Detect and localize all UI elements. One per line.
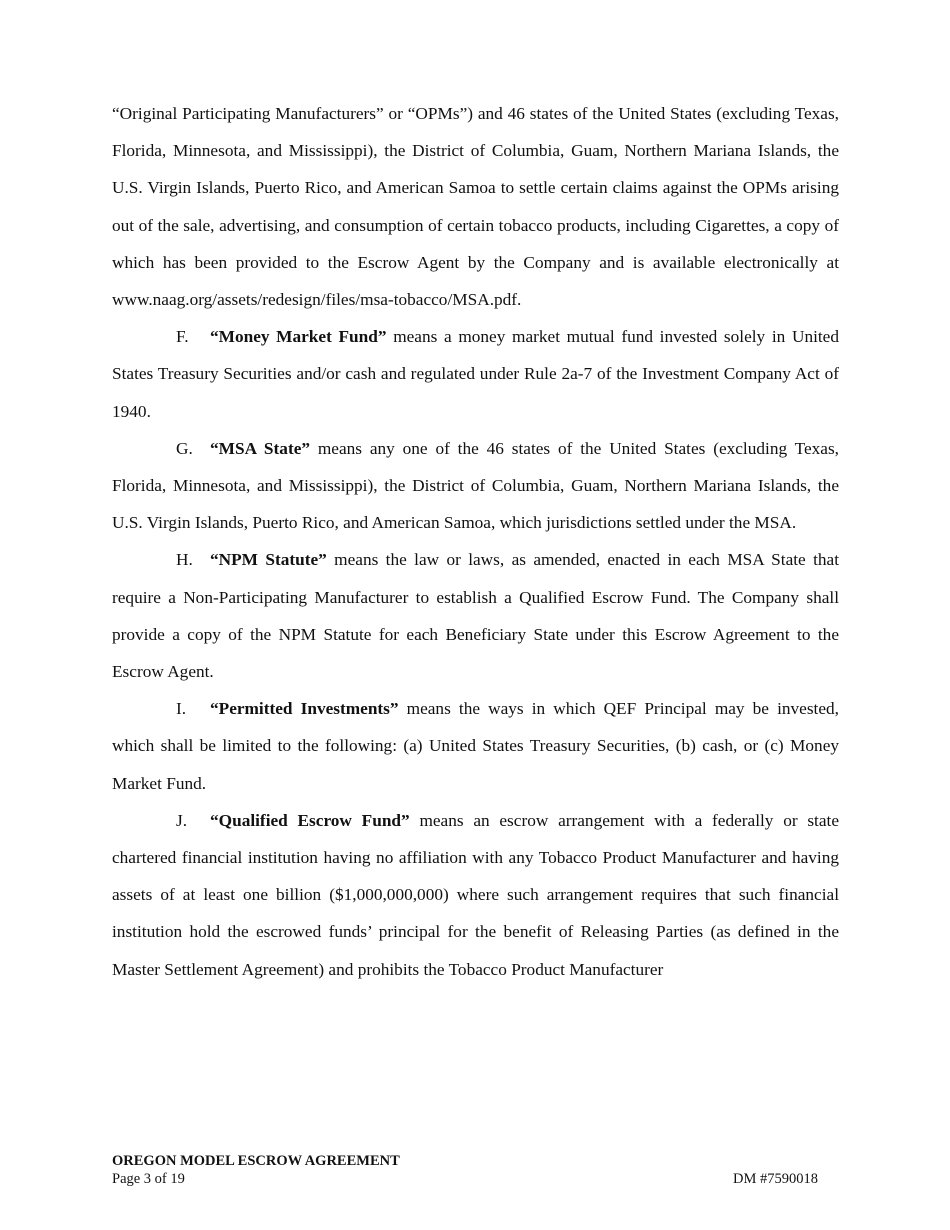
page-number: Page 3 of 19 [112,1171,185,1187]
definition-term: “Qualified Escrow Fund” [210,810,410,830]
definition-npm-statute [112,541,839,690]
definition-msa-state [112,430,839,542]
intro-paragraph: “Original Participating Manufacturers” or “OPMs”) and 46 states of the United States (excluding Texas, Florida, Minnesota, and Mississippi), the District of Columbia, Guam, Northern Mariana Islands, the U.S. Virgin Islands, Puerto Rico, and American Samoa to settle certain claims against the OPMs arising out of the sale, advertising, and consumption of certain tobacco products, including Cigarettes, a copy of which has been provided to the Escrow Agent by the Company and is available electronically at www.naag.org/assets/redesign/files/msa-tobacco/MSA.pdf. [112,104,839,310]
definition-text: means a money market mutual fund invested solely in United States Treasury Securities and/or cash and regulated under Rule 2a-7 of the Investment Company Act of 1940. [112,327,839,421]
definition-permitted-investments [112,690,839,802]
definition-term: “Permitted Investments” [210,699,399,719]
definition-text: means an escrow arrangement with a federally or state chartered financial institution having no affiliation with any Tobacco Product Manufacturer and having assets of at least one billion ($1,000,000,000) where such arrangement requires that such financial institution hold the escrowed funds’ principal for the benefit of Releasing Parties (as defined in the Master Settlement Agreement) and prohibits the Tobacco Product Manufacturer [112,810,839,979]
page-footer [112,1152,818,1188]
definition-text: means any one of the 46 states of the United States (excluding Texas, Florida, Minnesota, and Mississippi), the District of Columbia, Guam, Northern Mariana Islands, the U.S. Virgin Islands, Puerto Rico, and American Samoa, which jurisdictions settled under the MSA. [112,438,840,533]
footer-title: OREGON MODEL ESCROW AGREEMENT [112,1153,400,1169]
definition-letter: G. [176,438,193,458]
definition-letter: I. [176,699,187,719]
definition-term: “NPM Statute” [210,550,327,570]
definition-term: “Money Market Fund” [210,327,387,347]
definition-qualified-escrow-fund [112,802,839,988]
definition-letter: F. [176,327,189,347]
definition-letter: H. [176,550,193,570]
definition-term: “MSA State” [210,438,311,458]
definition-text: means the ways in which QEF Principal may be invested, which shall be limited to the following: (a) United States Treasury Securities, (b) cash, or (c) Money Market Fund. [112,699,839,793]
definition-text: means the law or laws, as amended, enacted in each MSA State that require a Non-Participating Manufacturer to establish a Qualified Escrow Fund. The Company shall provide a copy of the NPM Statute for each Beneficiary State under this Escrow Agreement to the Escrow Agent. [112,550,840,682]
footer-row [112,1170,818,1188]
document-id: DM #7590018 [733,1171,818,1187]
document-body [112,95,839,988]
definition-letter: J. [176,810,188,830]
definition-money-market-fund [112,318,839,430]
